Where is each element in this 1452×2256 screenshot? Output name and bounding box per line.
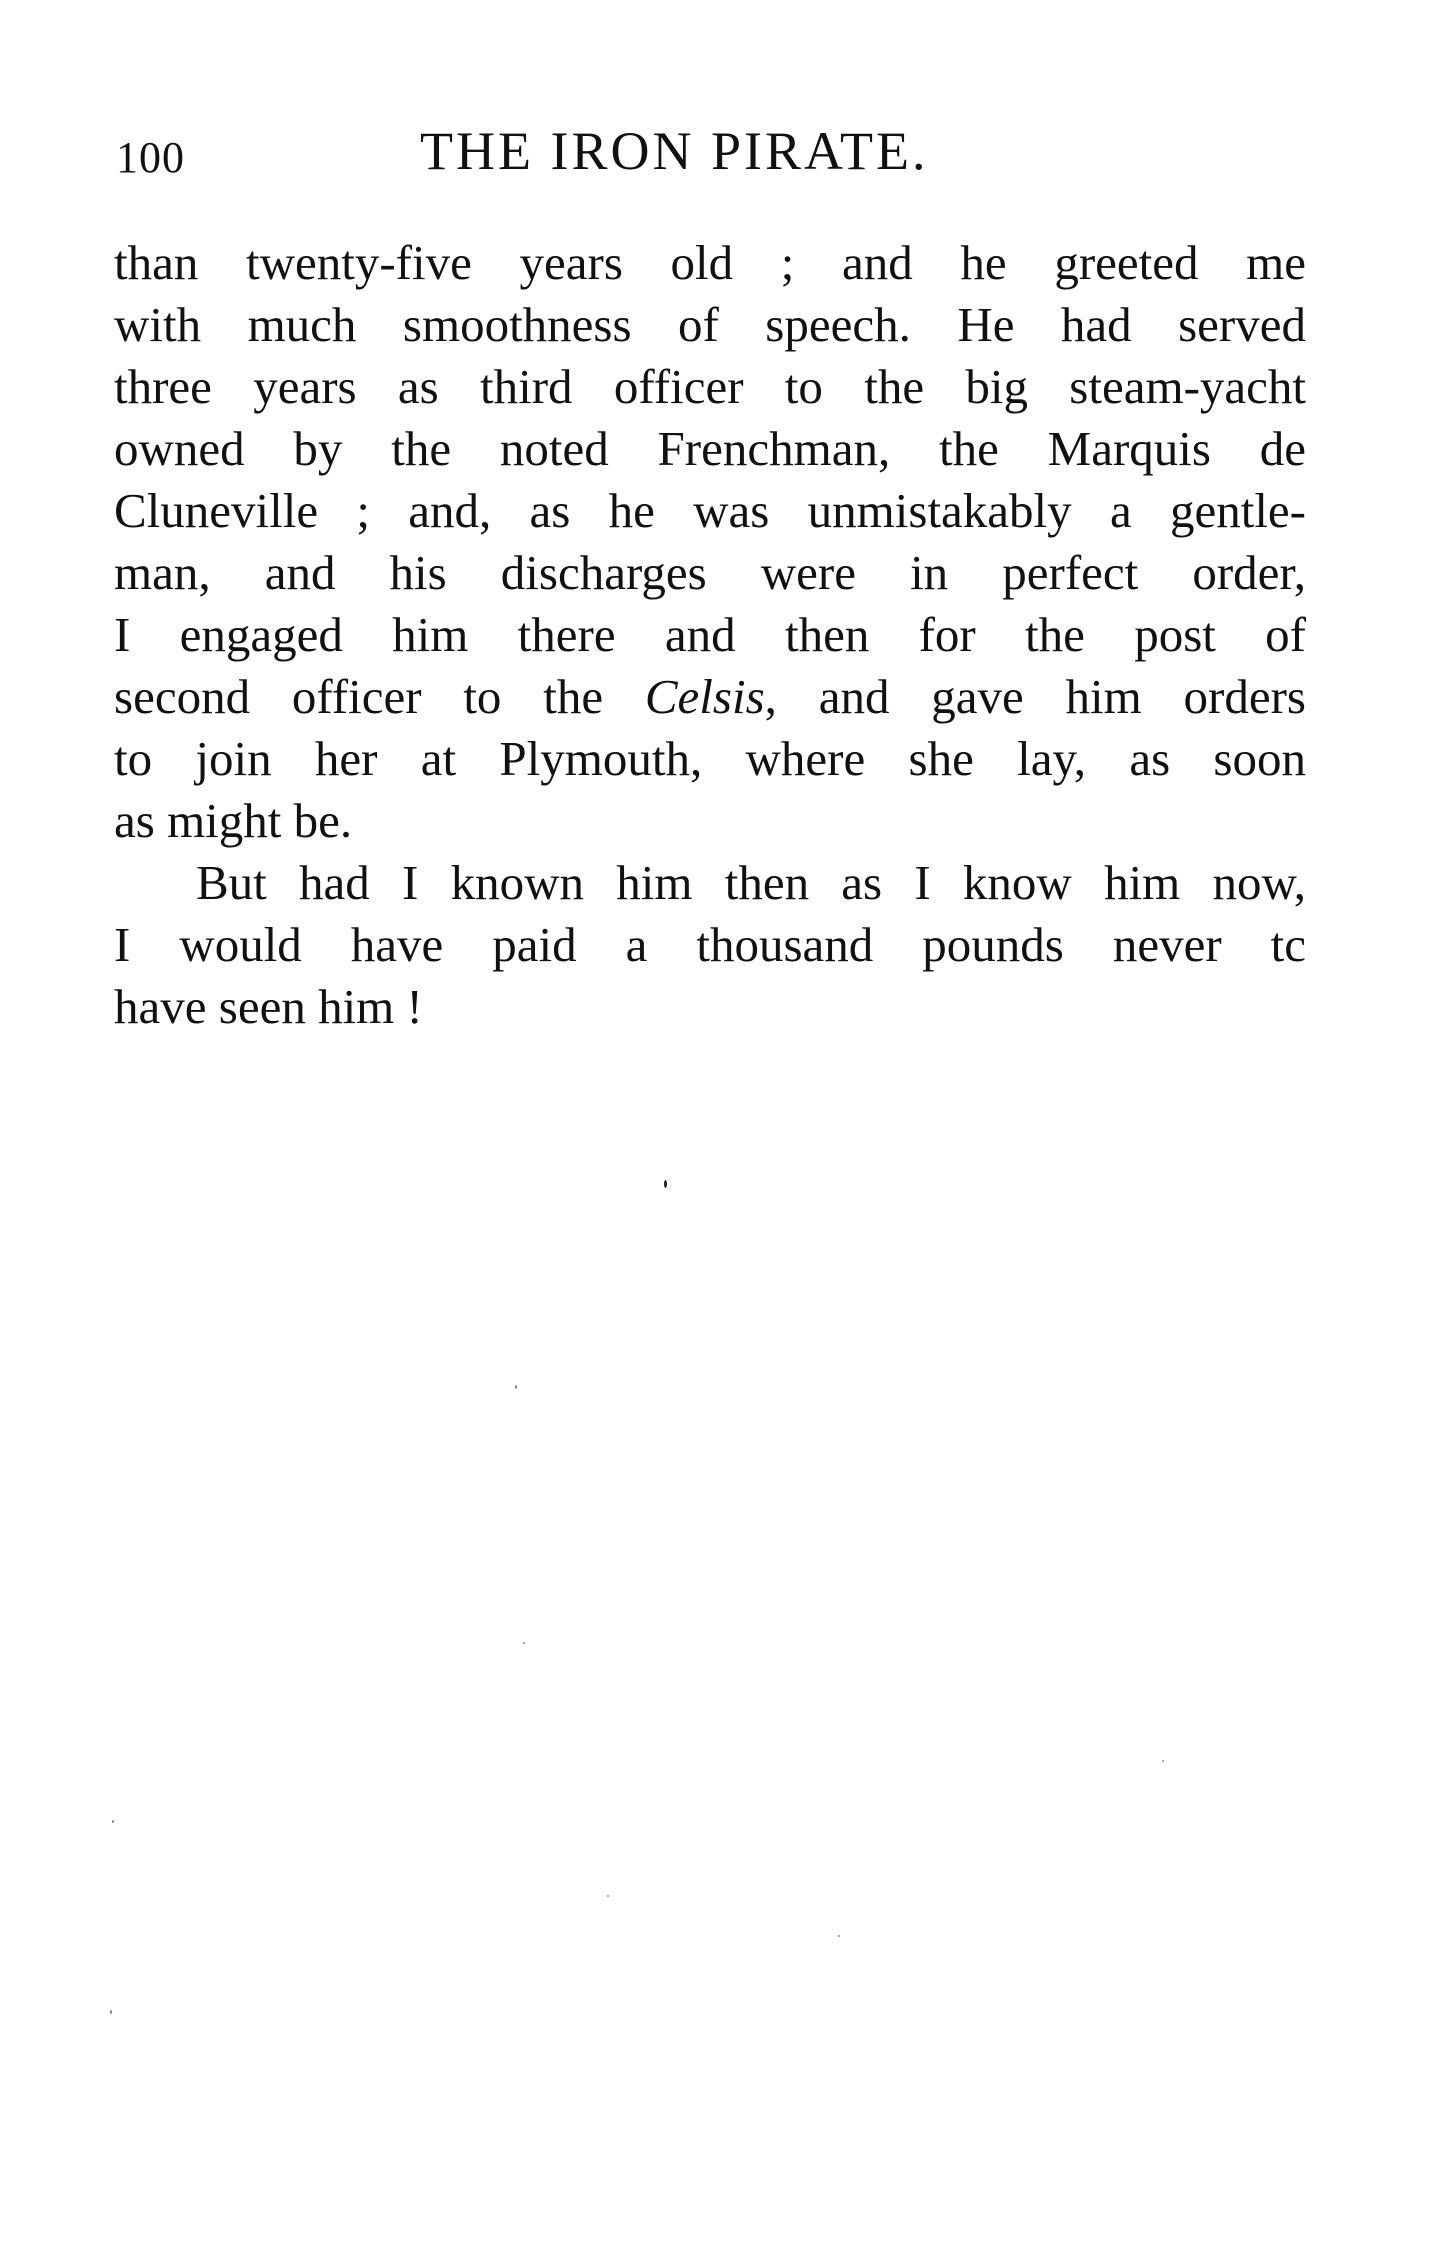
scan-speck	[523, 1642, 525, 1644]
paragraph-1	[114, 232, 1306, 852]
text-line: I would have paid a thousand pounds never tc	[114, 917, 1306, 972]
scan-speck	[1162, 1760, 1164, 1762]
ship-name-italic: Celsis	[644, 669, 765, 724]
scan-speck	[515, 1385, 517, 1389]
paragraph-2	[114, 852, 1306, 1038]
text-segment: second officer to the	[114, 669, 645, 724]
text-line: to join her at Plymouth, where she lay, as soon	[114, 731, 1306, 786]
scan-speck	[664, 1180, 667, 1188]
text-line: But had I known him then as I know him now,	[196, 855, 1306, 910]
text-line: three years as third officer to the big steam-yacht	[114, 359, 1306, 414]
running-title: THE IRON PIRATE.	[420, 121, 929, 181]
scan-speck	[110, 2010, 112, 2014]
scan-speck	[838, 1935, 840, 1937]
text-line: Cluneville ; and, as he was unmistakably a gentle-	[114, 483, 1306, 538]
text-line	[114, 666, 1306, 728]
text-line: man, and his discharges were in perfect order,	[114, 545, 1306, 600]
text-line: as might be.	[114, 793, 353, 848]
text-segment: , and gave him orders	[764, 669, 1306, 724]
text-line: owned by the noted Frenchman, the Marquis de	[114, 421, 1306, 476]
text-line: I engaged him there and then for the post of	[114, 607, 1306, 662]
body-text	[114, 232, 1306, 1038]
text-line: than twenty-five years old ; and he greeted me	[114, 235, 1306, 290]
page-number: 100	[116, 133, 185, 182]
running-head	[112, 120, 1312, 190]
scan-speck	[607, 1895, 609, 1897]
text-line: have seen him !	[114, 979, 423, 1034]
text-line: with much smoothness of speech. He had served	[114, 297, 1306, 352]
scan-speck	[112, 1820, 114, 1823]
